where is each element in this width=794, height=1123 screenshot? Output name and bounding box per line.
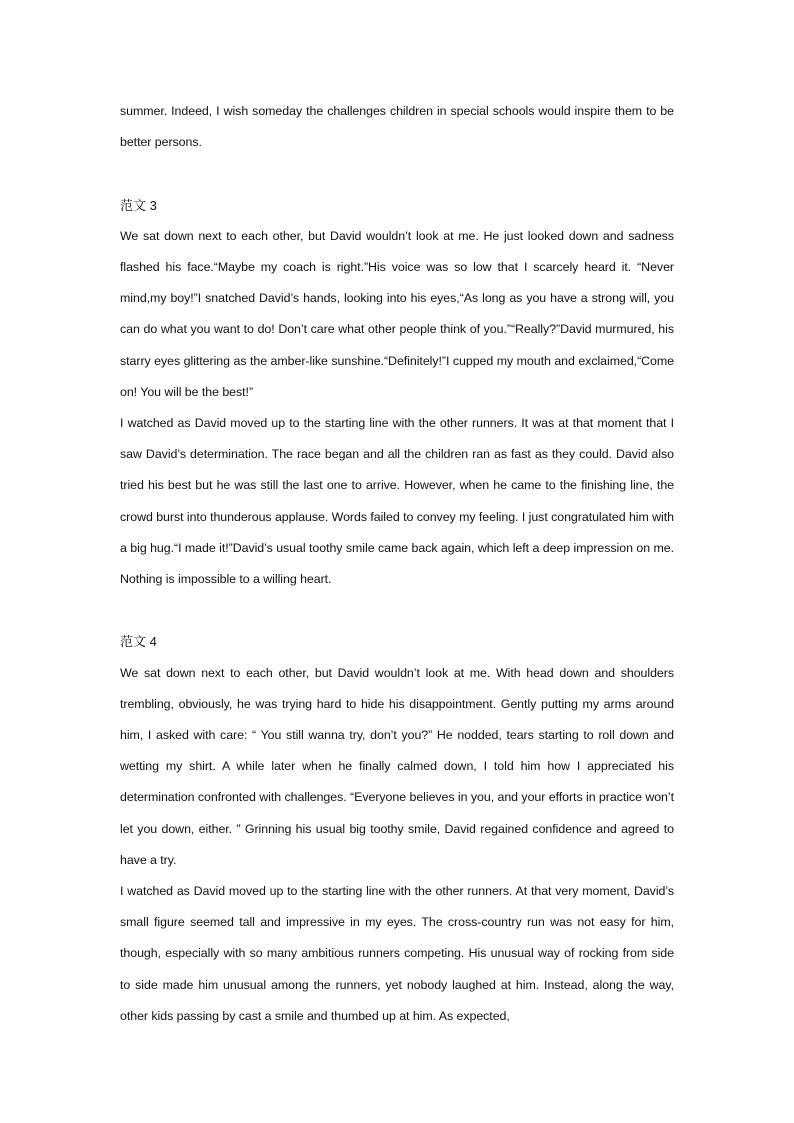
- sample-4-heading: 范文 4: [120, 634, 157, 650]
- document-page: [120, 96, 674, 1032]
- sample-3-paragraph-1: We sat down next to each other, but David wouldn’t look at me. He just looked down and sadness flashed his face.“Maybe my coach is right.”His voice was so low that I scarcely heard it. “Never mind,my boy!”I snatched David’s hands, looking into his eyes,“As long as you have a strong will, you can do what you want to do! Don’t care what other people think of you.”“Really?”David murmured, his starry eyes glittering as the amber-like sunshine.“Definitely!”I cupped my mouth and exclaimed,“Come on! You will be the best!”: [120, 228, 674, 399]
- section-spacer: [120, 158, 674, 189]
- intro-paragraph: summer. Indeed, I wish someday the challenges children in special schools would inspire them to be better persons.: [120, 104, 674, 150]
- sample-3-heading: 范文 3: [120, 197, 157, 213]
- sample-4-paragraph-1: We sat down next to each other, but David wouldn’t look at me. With head down and shoulders trembling, obviously, he was trying hard to hide his disappointment. Gently putting my arms around him, I asked with care: “ You still wanna try, don’t you?” He nodded, tears starting to roll down and wetting my shirt. A while later when he finally calmed down, I told him how I appreciated his determination confronted with challenges. “Everyone believes in you, and your efforts in practice won’t let you down, either. ” Grinning his usual big toothy smile, David regained confidence and agreed to have a try.: [120, 665, 674, 867]
- section-spacer: [120, 595, 674, 626]
- sample-4-paragraph-2: I watched as David moved up to the starting line with the other runners. At that very moment, David’s small figure seemed tall and impressive in my eyes. The cross-country run was not easy for him, though, especially with so many ambitious runners competing. His unusual way of rocking from side to side made him unusual among the runners, yet nobody laughed at him. Instead, along the way, other kids passing by cast a smile and thumbed up at him. As expected,: [120, 884, 674, 1023]
- sample-3-paragraph-2: I watched as David moved up to the starting line with the other runners. It was at that moment that I saw David’s determination. The race began and all the children ran as fast as they could. David also tried his best but he was still the last one to arrive. However, when he came to the finishing line, the crowd burst into thunderous applause. Words failed to convey my feeling. I just congratulated him with a big hug.“I made it!”David’s usual toothy smile came back again, which left a deep impression on me. Nothing is impossible to a willing heart.: [120, 416, 674, 587]
